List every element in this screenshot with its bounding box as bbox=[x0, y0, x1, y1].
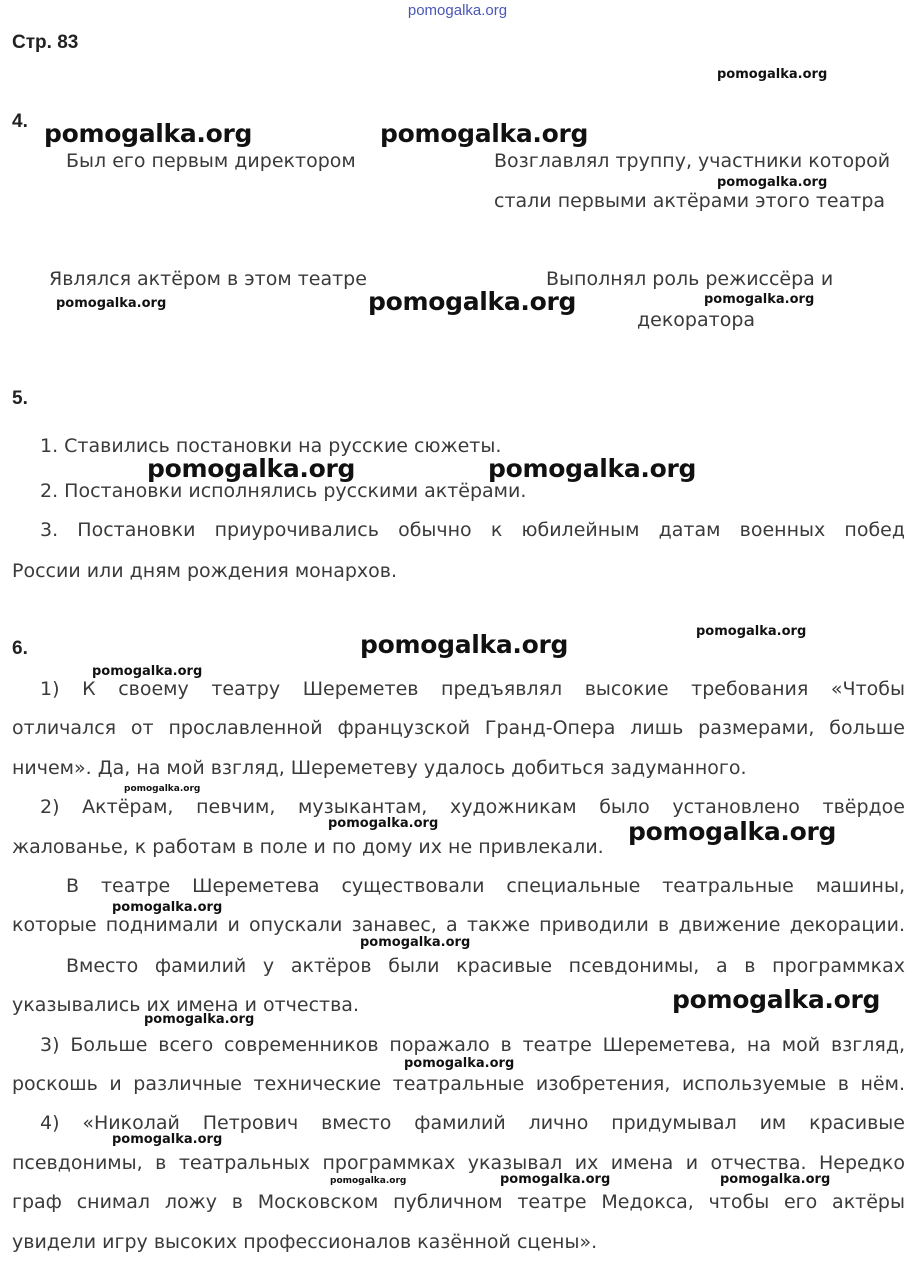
watermark: pomogalka.org bbox=[330, 1176, 407, 1186]
watermark: pomogalka.org bbox=[92, 664, 203, 679]
role-troupe-leader-line1: Возглавлял труппу, участники которой bbox=[494, 150, 891, 172]
task-6-line: 1) К своему театру Шереметев предъявлял высокие требования «Чтобы bbox=[40, 678, 905, 700]
watermark: pomogalka.org bbox=[500, 1172, 611, 1187]
watermark: pomogalka.org bbox=[112, 1132, 223, 1147]
watermark: pomogalka.org bbox=[44, 119, 253, 148]
task-6-line: ничем». Да, на мой взгляд, Шереметеву удалось добиться задуманного. bbox=[12, 757, 747, 779]
task-5-item-3-line1: 3. Постановки приурочивались обычно к юбилейным датам военных побед bbox=[40, 519, 905, 541]
watermark: pomogalka.org bbox=[147, 454, 356, 483]
task-6-line: роскошь и различные технические театральные изобретения, используемые в нём. bbox=[12, 1073, 905, 1095]
role-first-director: Был его первым директором bbox=[66, 150, 356, 172]
task-6-line: жалованье, к работам в поле и по дому их не привлекали. bbox=[12, 836, 604, 858]
task-6-line: В театре Шереметева существовали специальные театральные машины, bbox=[66, 875, 905, 897]
task-6-number: 6. bbox=[12, 638, 28, 659]
task-6-line: которые поднимали и опускали занавес, а также приводили в движение декорации. bbox=[12, 914, 905, 936]
watermark: pomogalka.org bbox=[628, 817, 837, 846]
role-director-decorator-line2: декоратора bbox=[637, 309, 756, 331]
watermark-top: pomogalka.org bbox=[407, 2, 508, 19]
task-5-item-1: 1. Ставились постановки на русские сюжеты. bbox=[40, 435, 502, 457]
task-6-line: граф снимал ложу в Московском публичном театре Медокса, чтобы его актёры bbox=[12, 1191, 905, 1213]
watermark: pomogalka.org bbox=[328, 816, 439, 831]
watermark: pomogalka.org bbox=[360, 935, 471, 950]
watermark: pomogalka.org bbox=[124, 784, 201, 794]
page-title: Стр. 83 bbox=[12, 32, 79, 53]
task-6-line: 3) Больше всего современников поражало в театре Шереметева, на мой взгляд, bbox=[40, 1034, 905, 1056]
watermark: pomogalka.org bbox=[380, 119, 589, 148]
task-5-item-2: 2. Постановки исполнялись русскими актёрами. bbox=[40, 480, 527, 502]
watermark: pomogalka.org bbox=[717, 175, 828, 190]
watermark: pomogalka.org bbox=[717, 67, 828, 82]
task-6-line: 2) Актёрам, певчим, музыкантам, художникам было установлено твёрдое bbox=[40, 796, 905, 818]
task-6-line: увидели игру высоких профессионалов казённой сцены». bbox=[12, 1231, 598, 1253]
watermark: pomogalka.org bbox=[368, 287, 577, 316]
task-4-number: 4. bbox=[12, 111, 28, 132]
watermark: pomogalka.org bbox=[360, 630, 569, 659]
watermark: pomogalka.org bbox=[720, 1172, 831, 1187]
task-6-line: 4) «Николай Петрович вместо фамилий лично придумывал им красивые bbox=[40, 1112, 905, 1134]
role-director-decorator-line1: Выполнял роль режиссёра и bbox=[546, 268, 834, 290]
task-6-line: отличался от прославленной французской Гранд-Опера лишь размерами, больше bbox=[12, 717, 905, 739]
watermark: pomogalka.org bbox=[144, 1012, 255, 1027]
task-6-line: Вместо фамилий у актёров были красивые псевдонимы, а в программках bbox=[66, 955, 905, 977]
task-6-line: псевдонимы, в театральных программках указывал их имена и отчества. Нередко bbox=[12, 1152, 905, 1174]
watermark: pomogalka.org bbox=[56, 296, 167, 311]
watermark: pomogalka.org bbox=[696, 624, 807, 639]
task-6-line: указывались их имена и отчества. bbox=[12, 994, 359, 1016]
task-5-number: 5. bbox=[12, 388, 28, 409]
watermark: pomogalka.org bbox=[404, 1056, 515, 1071]
role-actor: Являлся актёром в этом театре bbox=[49, 268, 367, 290]
watermark: pomogalka.org bbox=[672, 985, 881, 1014]
watermark: pomogalka.org bbox=[488, 454, 697, 483]
task-5-item-3-line2: России или дням рождения монархов. bbox=[12, 560, 398, 582]
watermark: pomogalka.org bbox=[112, 900, 223, 915]
watermark: pomogalka.org bbox=[704, 292, 815, 307]
role-troupe-leader-line2: стали первыми актёрами этого театра bbox=[494, 190, 886, 212]
